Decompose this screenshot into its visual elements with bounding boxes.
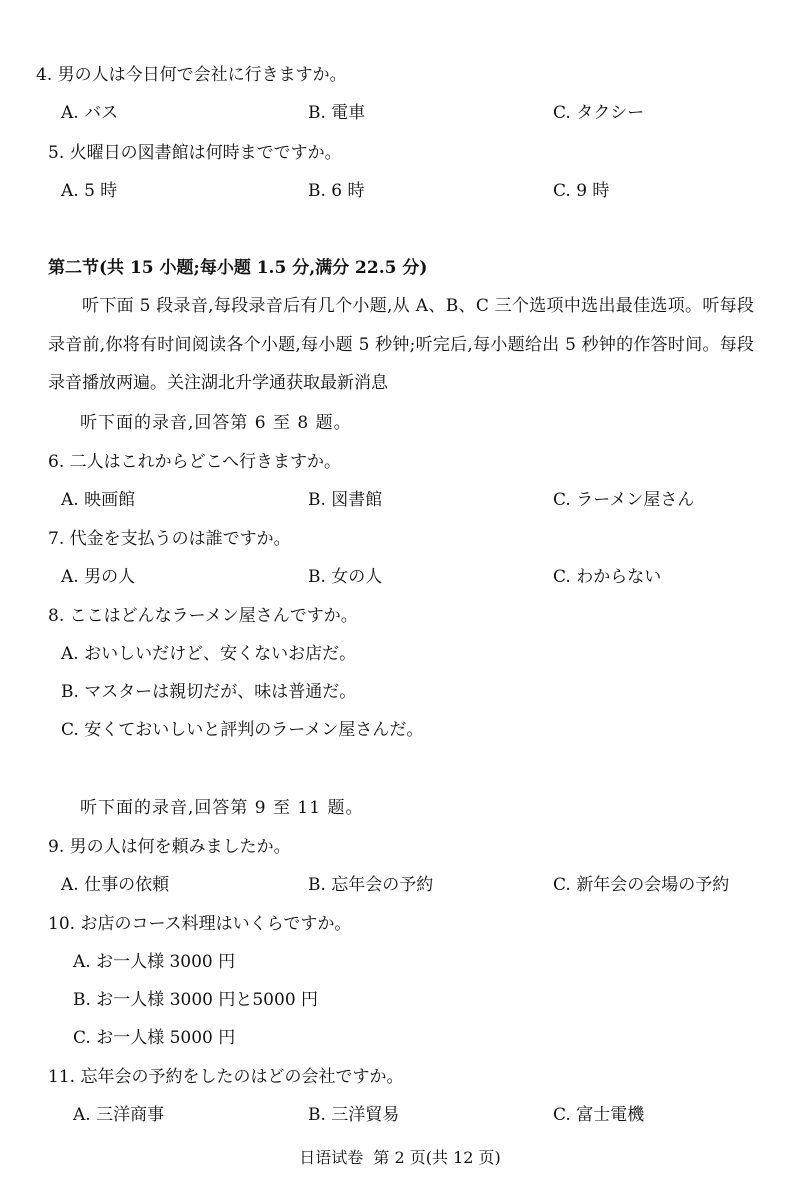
question-7-option-a: A. 男の人 bbox=[61, 567, 136, 587]
question-11-option-b: B. 三洋貿易 bbox=[308, 1105, 400, 1125]
question-11-option-a: A. 三洋商事 bbox=[73, 1105, 165, 1125]
question-6-option-c: C. ラーメン屋さん bbox=[553, 490, 695, 510]
question-9-option-a: A. 仕事の依頼 bbox=[61, 875, 170, 895]
question-8-option-b: B. マスターは親切だが、味は普通だ。 bbox=[61, 682, 357, 702]
group-1-prompt: 听下面的录音,回答第 6 至 8 题。 bbox=[80, 413, 352, 433]
group-2-prompt: 听下面的录音,回答第 9 至 11 题。 bbox=[80, 798, 364, 818]
question-4-text: 4. 男の人は今日何で会社に行きますか。 bbox=[36, 65, 347, 85]
question-10-text: 10. お店のコース料理はいくらですか。 bbox=[48, 914, 352, 934]
question-10-option-c: C. お一人様 5000 円 bbox=[73, 1028, 236, 1048]
question-9-option-b: B. 忘年会の予約 bbox=[308, 875, 434, 895]
question-7-option-c: C. わからない bbox=[553, 567, 662, 587]
page-footer: 日语试卷 第 2 页(共 12 页) bbox=[299, 1148, 501, 1167]
question-5-text: 5. 火曜日の図書館は何時までですか。 bbox=[48, 143, 342, 163]
question-5-option-a: A. 5 時 bbox=[61, 181, 118, 201]
question-9-text: 9. 男の人は何を頼みましたか。 bbox=[48, 837, 291, 857]
section-2-heading: 第二节(共 15 小题;每小题 1.5 分,满分 22.5 分) bbox=[48, 258, 428, 278]
question-5-option-c: C. 9 時 bbox=[553, 181, 610, 201]
question-8-option-c: C. 安くておいしいと評判のラーメン屋さんだ。 bbox=[61, 720, 424, 740]
question-4-option-b: B. 電車 bbox=[308, 103, 366, 123]
question-8-text: 8. ここはどんなラーメン屋さんですか。 bbox=[48, 606, 358, 626]
question-7-option-b: B. 女の人 bbox=[308, 567, 383, 587]
section-2-instruction: 听下面 5 段录音,每段录音后有几个小题,从 A、B、C 三个选项中选出最佳选项。听每段录音前,你将有时间阅读各个小题,每小题 5 秒钟;听完后,每小题给出 5 秒钟的作答时间。每段录音播放两遍。关注湖北升学通获取最新消息 bbox=[48, 296, 754, 393]
question-11-text: 11. 忘年会の予約をしたのはどの会社ですか。 bbox=[48, 1067, 404, 1087]
question-8-option-a: A. おいしいだけど、安くないお店だ。 bbox=[61, 644, 357, 664]
question-4-option-c: C. タクシー bbox=[553, 103, 645, 123]
question-6-text: 6. 二人はこれからどこへ行きますか。 bbox=[48, 452, 341, 472]
question-4-option-a: A. バス bbox=[61, 103, 119, 123]
question-10-option-b: B. お一人様 3000 円と5000 円 bbox=[73, 990, 319, 1010]
question-9-option-c: C. 新年会の会場の予約 bbox=[553, 875, 730, 895]
question-5-option-b: B. 6 時 bbox=[308, 181, 365, 201]
question-6-option-a: A. 映画館 bbox=[61, 490, 136, 510]
question-7-text: 7. 代金を支払うのは誰ですか。 bbox=[48, 529, 291, 549]
question-11-option-c: C. 富士電機 bbox=[553, 1105, 645, 1125]
question-6-option-b: B. 図書館 bbox=[308, 490, 383, 510]
question-10-option-a: A. お一人様 3000 円 bbox=[73, 952, 236, 972]
